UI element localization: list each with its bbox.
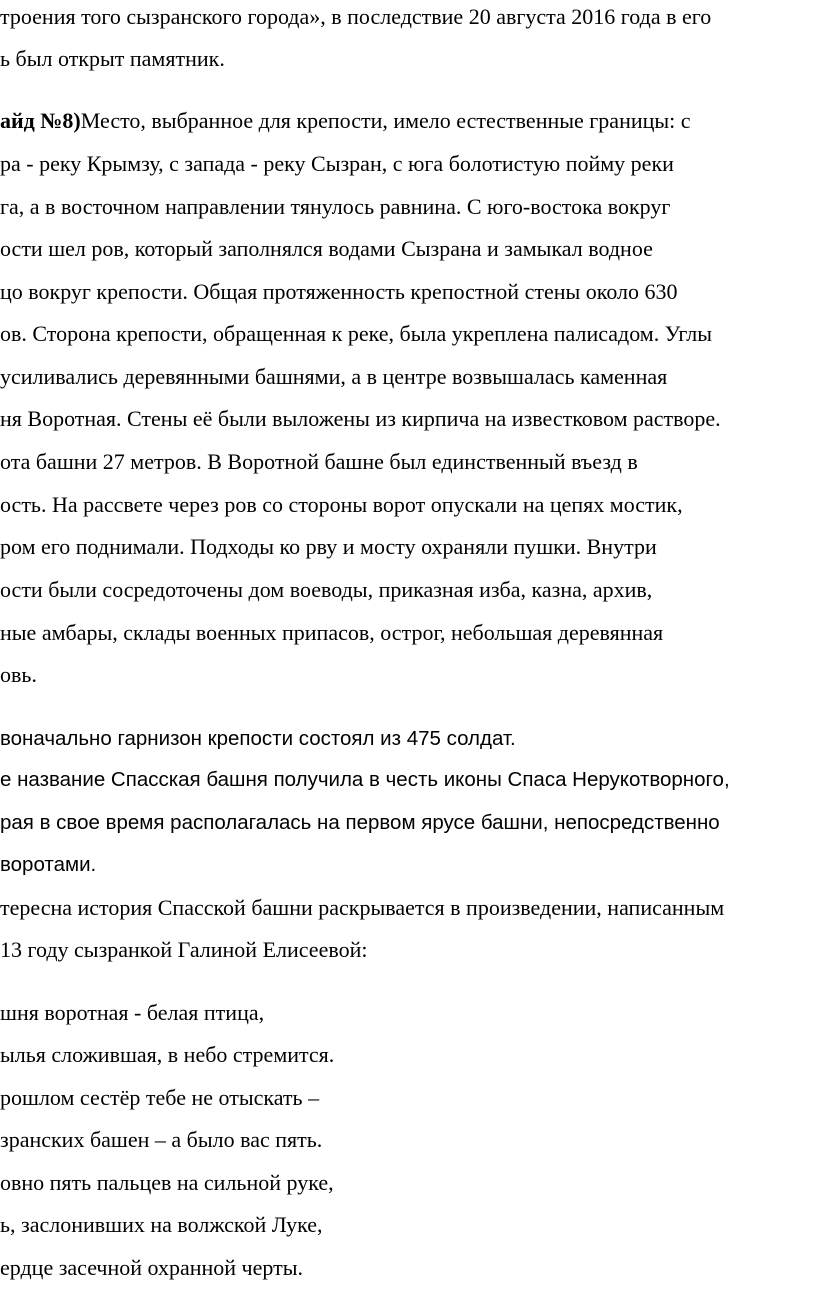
history-line-1: тересна история Спасской башни раскрывается в произведении, написанным <box>0 895 725 920</box>
poem-line-5: овно пять пальцев на сильной руке, <box>0 1170 334 1195</box>
intro-line-2: ь был открыт памятник. <box>0 46 225 71</box>
slide8-line-1 <box>0 108 691 134</box>
slide8-line-4: ости шел ров, который заполнялся водами Сызрана и замыкал водное <box>0 236 653 261</box>
poem-line-2: ылья сложившая, в небо стремится. <box>0 1042 335 1067</box>
poem-line-6: ь, заслонивших на волжской Луке, <box>0 1212 323 1237</box>
slide8-line-10: ость. На рассвете через ров со стороны ворот опускали на цепях мостик, <box>0 492 683 517</box>
poem-line-7: ердце засечной охранной черты. <box>0 1255 303 1280</box>
name-origin-line-2: рая в свое время располагалась на первом ярусе башни, непосредственно <box>0 811 720 834</box>
slide8-line-13: ные амбары, склады военных припасов, острог, небольшая деревянная <box>0 620 664 645</box>
slide-label: айд №8) <box>0 108 81 133</box>
slide8-line-9: ота башни 27 метров. В Воротной башне был единственный въезд в <box>0 449 638 474</box>
slide8-line-5: цо вокруг крепости. Общая протяженность крепостной стены около 630 <box>0 279 678 304</box>
slide8-line-12: ости были сосредоточены дом воеводы, приказная изба, казна, архив, <box>0 577 653 602</box>
slide8-line-6: ов. Сторона крепости, обращенная к реке, была укреплена палисадом. Углы <box>0 321 713 346</box>
garrison-line: воначально гарнизон крепости состоял из 475 солдат. <box>0 727 516 750</box>
slide8-line-2: ра - реку Крымзу, с запада - реку Сызран, с юга болотистую пойму реки <box>0 151 674 176</box>
slide8-line-7: усиливались деревянными башнями, а в центре возвышалась каменная <box>0 364 668 389</box>
poem-line-1: шня воротная - белая птица, <box>0 1000 265 1025</box>
slide8-line-8: ня Воротная. Стены её были выложены из кирпича на известковом растворе. <box>0 406 721 431</box>
intro-line-1: троения того сызранского города», в последствие 20 августа 2016 года в его <box>0 4 712 29</box>
poem-line-3: рошлом сестёр тебе не отыскать – <box>0 1085 320 1110</box>
slide8-line-3: га, а в восточном направлении тянулось равнина. С юго-востока вокруг <box>0 194 671 219</box>
name-origin-line-3: воротами. <box>0 853 97 876</box>
slide8-line-14: овь. <box>0 662 37 687</box>
name-origin-line-1: е название Спасская башня получила в честь иконы Спаса Нерукотворного, <box>0 768 730 791</box>
poem-line-4: зранских башен – а было вас пять. <box>0 1127 323 1152</box>
slide8-line-11: ром его поднимали. Подходы ко рву и мосту охраняли пушки. Внутри <box>0 534 657 559</box>
history-line-2: 13 году сызранкой Галиной Елисеевой: <box>0 937 368 962</box>
slide8-text: Место, выбранное для крепости, имело естественные границы: с <box>80 108 691 133</box>
